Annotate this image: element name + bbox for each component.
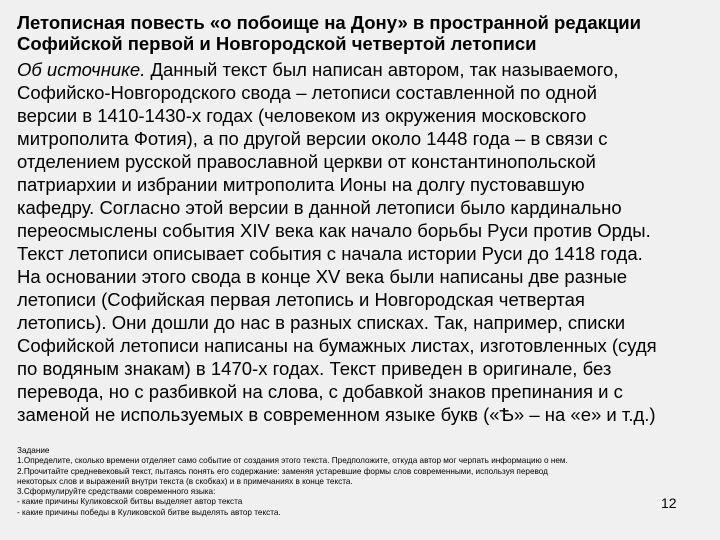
body-line: На основании этого свода в конце XV века были написаны две разные — [17, 266, 628, 287]
body-line: заменой не используемых в современном языке букв («Ѣ» – на «е» и т.д.) — [17, 404, 656, 425]
body-line: митрополита Фотия), а по другой версии около 1448 года – в связи с — [17, 128, 608, 149]
body-line: патриархии и избрании митрополита Ионы на долгу пустовавшую — [17, 174, 585, 195]
body-line: отделением русской православной церкви от константинопольской — [17, 151, 596, 172]
task-line: 3.Сформулируйте средствами современного языка: — [17, 487, 216, 497]
page-number: 12 — [661, 495, 677, 511]
task-line: 1.Определите, сколько времени отделяет само событие от создания этого текста. Предположите, откуда автор мог черпать информацию о нем. — [17, 456, 568, 466]
title-line-2: Софийской первой и Новгородской четвертой летописи — [17, 33, 537, 54]
body-line: перевода, но с разбивкой на слова, с добавкой знаков препинания и с — [17, 381, 623, 402]
task-line: - какие причины Куликовской битвы выделяет автор текста — [17, 497, 243, 507]
page-title — [17, 12, 717, 54]
body-line: Софийско-Новгородского свода – летописи составленной по одной — [17, 82, 597, 103]
source-label: Об источнике. — [17, 59, 146, 80]
body-line: летописи (Софийская первая летопись и Новгородская четвертая — [17, 289, 585, 310]
body-line: летопись). Они дошли до нас в разных списках. Так, например, списки — [17, 312, 626, 333]
body-line: переосмыслены события XIV века как начало борьбы Руси против Орды. — [17, 220, 651, 241]
body-line: кафедру. Согласно этой версии в данной летописи было кардинально — [17, 197, 622, 218]
task-section — [17, 446, 717, 518]
body-line: по водяным знакам) в 1470-х годах. Текст приведен в оригинале, без — [17, 358, 612, 379]
body-line: версии в 1410-1430-х годах (человеком из окружения московского — [17, 105, 587, 126]
source-paragraph — [17, 58, 717, 426]
body-line: Текст летописи описывает события с начала истории Руси до 1418 года. — [17, 243, 643, 264]
task-heading: Задание — [17, 446, 50, 455]
title-line-1: Летописная повесть «о побоище на Дону» в пространной редакции — [17, 12, 642, 33]
task-line: - какие причины победы в Куликовской битве выделять автор текста. — [17, 507, 281, 517]
task-line: 2.Прочитайте средневековый текст, пытаясь понять его содержание: заменяя устаревшие формы слов современными, используя перевод — [17, 466, 548, 476]
task-line: некоторых слов и выражений внутри текста (в скобках) и в примечаниях в конце текста. — [17, 476, 353, 486]
body-line-1-text: Данный текст был написан автором, так называемого, — [145, 59, 619, 80]
body-line-1 — [17, 58, 717, 81]
body-line: Софийской летописи написаны на бумажных листах, изготовленных (судя — [17, 335, 657, 356]
